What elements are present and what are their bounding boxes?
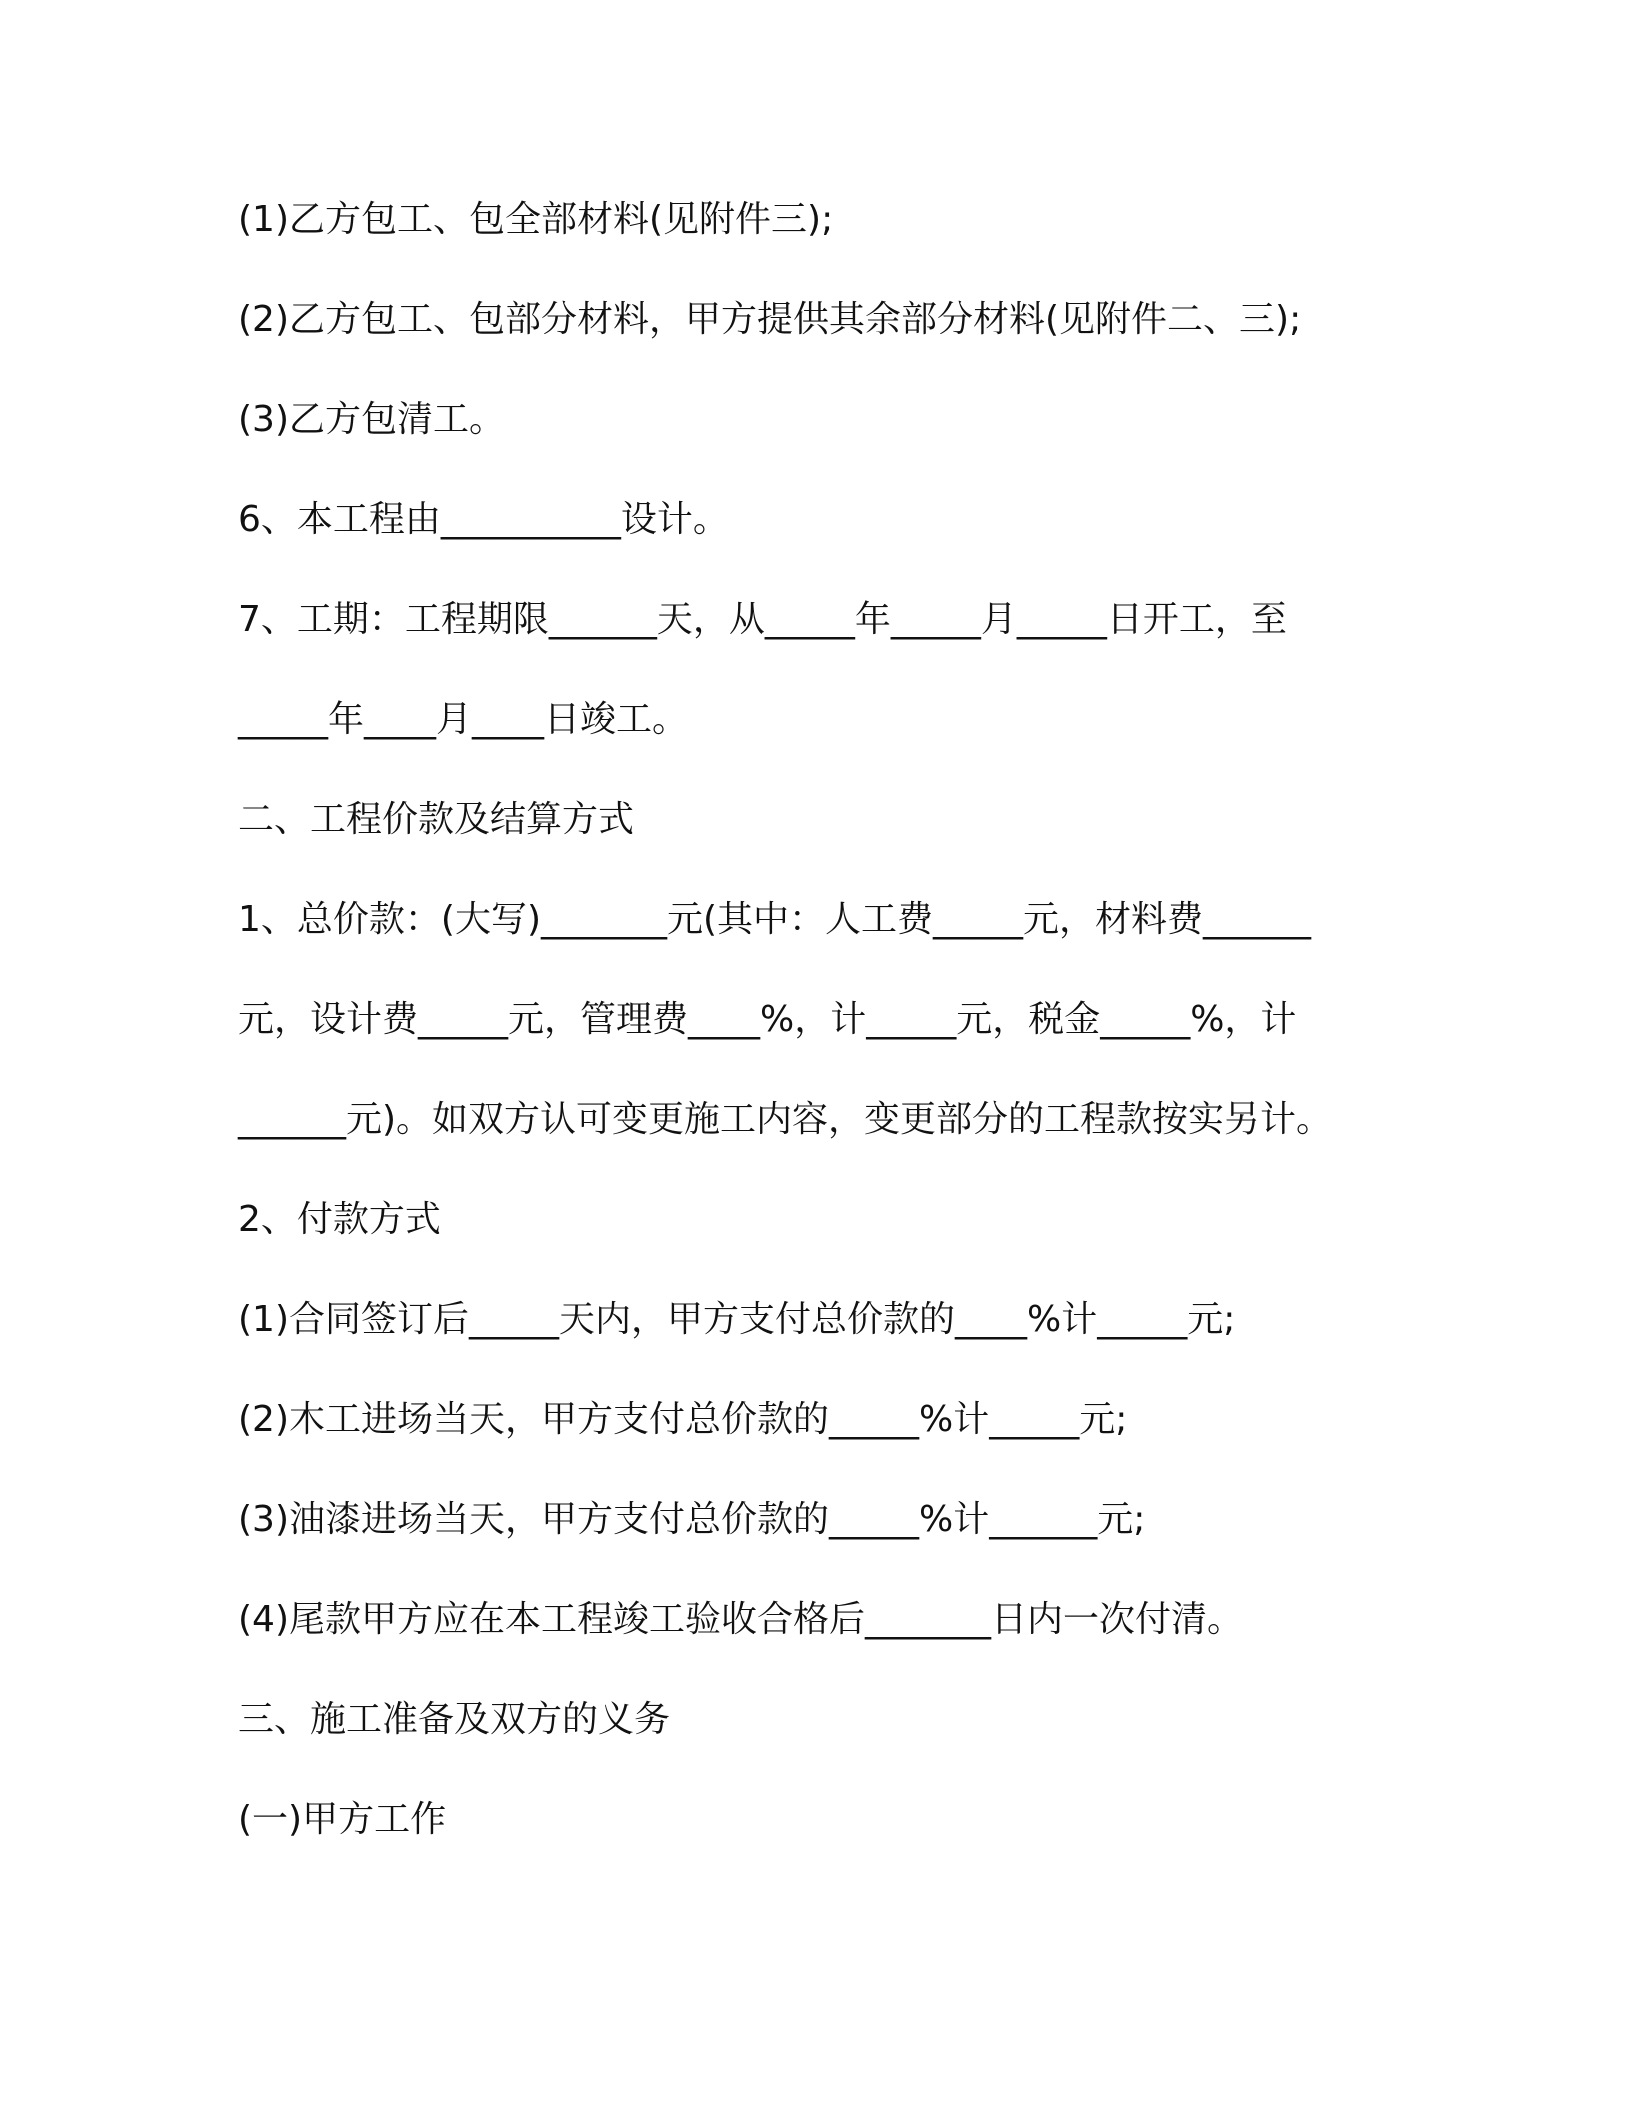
clause-line: (1)乙方包工、包全部材料(见附件三); (238, 199, 834, 240)
clause-line: 元，设计费_____元，管理费____%，计_____元，税金_____%，计 (238, 999, 1297, 1040)
subsection-heading: (一)甲方工作 (238, 1799, 447, 1840)
subsection-heading: 2、付款方式 (238, 1199, 441, 1240)
section-heading: 二、工程价款及结算方式 (238, 799, 635, 840)
clause-line: ______元)。如双方认可变更施工内容，变更部分的工程款按实另计。 (238, 1099, 1333, 1140)
clause-line: 6、本工程由__________设计。 (238, 499, 729, 540)
clause-line: (1)合同签订后_____天内，甲方支付总价款的____%计_____元; (238, 1299, 1236, 1340)
clause-line: _____年____月____日竣工。 (238, 699, 689, 740)
clause-line: (2)乙方包工、包部分材料，甲方提供其余部分材料(见附件二、三); (238, 299, 1302, 340)
clause-line: (2)木工进场当天，甲方支付总价款的_____%计_____元; (238, 1399, 1128, 1440)
section-heading: 三、施工准备及双方的义务 (238, 1699, 671, 1740)
clause-line: 1、总价款：(大写)_______元(其中：人工费_____元，材料费______ (238, 899, 1312, 940)
clause-line: (4)尾款甲方应在本工程竣工验收合格后_______日内一次付清。 (238, 1599, 1243, 1640)
clause-line: (3)油漆进场当天，甲方支付总价款的_____%计______元; (238, 1499, 1146, 1540)
clause-line: (3)乙方包清工。 (238, 399, 505, 440)
clause-line: 7、工期：工程期限______天，从_____年_____月_____日开工，至 (238, 599, 1287, 640)
